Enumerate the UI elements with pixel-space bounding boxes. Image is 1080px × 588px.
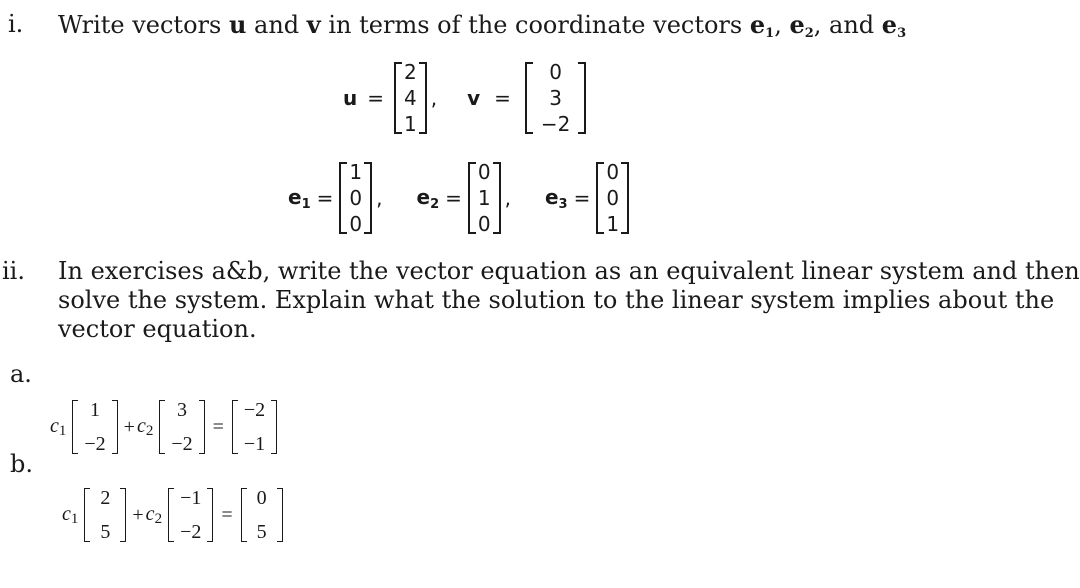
v-equals: =: [494, 86, 511, 110]
exercise-a-vec2-right-bracket: [199, 400, 205, 454]
part-ii-line-1: In exercises a&b, write the vector equation as an equivalent linear system and then: [58, 257, 1080, 285]
exercise-b-vec1-bottom: 5: [100, 521, 111, 543]
part-i-text-start: Write vectors: [58, 11, 229, 39]
exercise-a-equals: =: [212, 415, 224, 438]
e3-entry-2: 0: [606, 186, 620, 210]
e1-entry-2: 0: [349, 186, 363, 210]
part-ii-line-3: vector equation.: [58, 315, 257, 343]
u-right-bracket: [419, 62, 427, 134]
part-i-and: and: [246, 11, 307, 39]
exercise-a-rhs: [232, 400, 277, 454]
u-entry-1: 2: [404, 60, 417, 84]
exercise-a-rhs-top: −2: [243, 399, 266, 421]
exercise-a-rhs-right-bracket: [271, 400, 277, 454]
part-ii-instruction: [58, 257, 1080, 344]
exercise-a-vec2-top: 3: [176, 399, 187, 421]
exercise-b-vec1-top: 2: [100, 487, 111, 509]
e3-equals: =: [573, 186, 591, 210]
part-i-u: u: [228, 10, 247, 39]
part-i-e2: $e_2$: [789, 10, 814, 41]
u-entry-2: 4: [404, 86, 417, 110]
part-i-e1: $e_1$: [749, 10, 775, 41]
exercise-b-plus: +: [132, 503, 144, 526]
exercise-a-plus: +: [123, 415, 135, 438]
part-ii-line-2: solve the system. Explain what the solution to the linear system implies about the: [58, 286, 1055, 314]
e2-entry-1: 0: [477, 160, 491, 184]
e3-entry-3: 1: [606, 212, 620, 236]
e1-entry-3: 0: [349, 212, 363, 236]
exercise-b-vec2-right-bracket: [207, 488, 213, 542]
exercise-a-vec1-top: 1: [90, 399, 101, 421]
e2-equals: =: [445, 186, 462, 210]
u-comma: ,: [430, 86, 438, 110]
exercise-a-vec1: [72, 400, 117, 454]
exercise-b-equation: [62, 488, 287, 542]
e2-right-bracket: [493, 162, 501, 234]
exercise-b-vec2-top: −1: [180, 487, 202, 509]
exercise-b-rhs-bottom: 5: [256, 521, 267, 543]
v-entry-1: 0: [549, 60, 563, 84]
part-i-text-mid: in terms of the coordinate vectors: [320, 11, 750, 39]
exercise-a-vec1-right-bracket: [112, 400, 118, 454]
exercise-b-vec2: [168, 488, 213, 542]
item-label-i: i.: [8, 10, 24, 38]
exercise-a-vec2: [159, 400, 204, 454]
v-entry-2: 3: [549, 86, 563, 110]
uv-equation-row: [343, 62, 586, 134]
e3-name: $e_3$: [544, 184, 568, 212]
exercise-b-c1: c1: [62, 502, 79, 527]
e2-vector: [468, 162, 501, 234]
exercise-b-vec1-right-bracket: [120, 488, 126, 542]
e3-left-bracket: [596, 162, 604, 234]
part-i-instruction: [58, 10, 906, 48]
part-i-comma1: ,: [774, 11, 790, 39]
exercise-b-c2: c2: [145, 502, 163, 527]
u-left-bracket: [394, 62, 402, 134]
exercise-b-rhs-right-bracket: [277, 488, 283, 542]
exercise-b-vec1: [84, 488, 126, 542]
v-vector: [525, 62, 586, 134]
exercise-a-vec1-bottom: −2: [84, 433, 106, 455]
exercise-b-rhs-top: 0: [256, 487, 267, 509]
exercise-a-c1: c1: [50, 414, 67, 439]
e3-right-bracket: [621, 162, 629, 234]
exercise-a-c2: c2: [136, 414, 154, 439]
u-entry-3: 1: [404, 112, 417, 136]
e1-vector: [339, 162, 372, 234]
e2-name: $e_2$: [416, 184, 440, 212]
e1-entry-1: 1: [349, 160, 363, 184]
e3-vector: [596, 162, 629, 234]
exercise-a-rhs-bottom: −1: [243, 433, 266, 455]
exercise-a-label: a.: [10, 360, 32, 388]
e2-entry-2: 1: [477, 186, 491, 210]
u-name: u: [343, 86, 358, 110]
exercise-b-vec2-bottom: −2: [180, 521, 202, 543]
item-label-ii: ii.: [2, 257, 25, 285]
e2-comma: ,: [504, 186, 511, 210]
e1-left-bracket: [339, 162, 347, 234]
e2-entry-3: 0: [477, 212, 491, 236]
v-entry-3: −2: [540, 112, 571, 136]
basis-equation-row: [288, 162, 629, 234]
e2-left-bracket: [468, 162, 476, 234]
v-name: v: [467, 86, 481, 110]
exercise-a-vec2-bottom: −2: [171, 433, 193, 455]
u-vector: [394, 62, 427, 134]
e1-comma: ,: [376, 186, 383, 210]
exercise-b-equals: =: [221, 503, 233, 526]
e1-equals: =: [316, 186, 334, 210]
e1-right-bracket: [364, 162, 372, 234]
exercise-b-label: b.: [10, 450, 33, 478]
v-left-bracket: [525, 62, 533, 134]
e1-name: $e_1$: [288, 184, 311, 212]
exercise-b-rhs: [241, 488, 283, 542]
part-i-comma-and: , and: [813, 11, 882, 39]
exercise-a-equation: [50, 400, 281, 454]
u-equals: =: [367, 86, 385, 110]
part-i-e3: $e_3$: [881, 10, 907, 41]
v-right-bracket: [578, 62, 586, 134]
part-i-v: v: [306, 10, 321, 39]
e3-entry-1: 0: [606, 160, 620, 184]
